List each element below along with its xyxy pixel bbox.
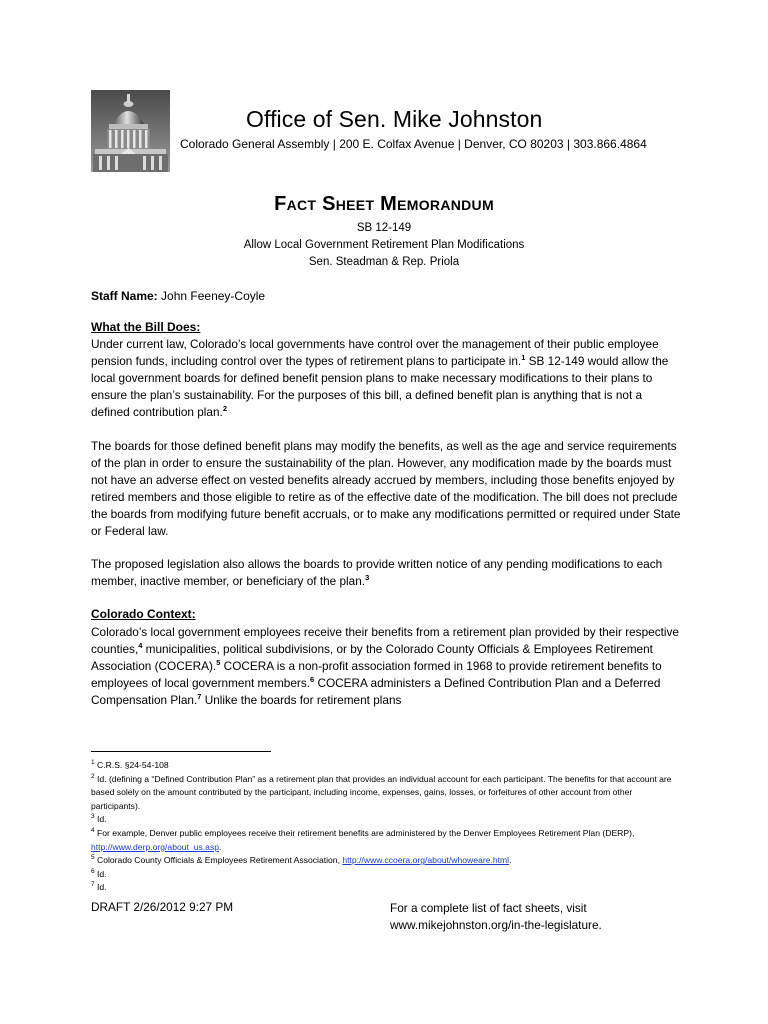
footnote-text: For example, Denver public employees receive their retirement benefits are administered by the Denver Employees Retirement Plan (DERP), — [94, 827, 635, 838]
footnote-number: 5 — [91, 854, 95, 862]
section-heading-colon: : — [196, 320, 201, 334]
staff-line — [91, 289, 265, 303]
footnote-text: C.R.S. §24-54-108 — [94, 760, 169, 770]
paragraph-board-modifications: The boards for those defined benefit plans may modify the benefits, as well as the age and service requirements of the plan in order to ensure the sustainability of the plan. However, any modification made by the boards must not have an adverse effect on vested benefits already accrued by members, including those benefits enjoyed by retired members and those eligible to retire as of the effective date of the modification. The bill does not preclude the boards from modifying future benefit accruals, or to make any modifications permitted or required under State or Federal law. — [91, 439, 681, 538]
office-address: Colorado General Assembly | 200 E. Colfax Avenue | Denver, CO 80203 | 303.866.4864 — [180, 137, 647, 151]
section-heading-colorado-context — [91, 607, 196, 621]
section-heading-colon: : — [191, 607, 196, 621]
bill-number: SB 12-149 — [356, 222, 412, 234]
footnote-ref-5[interactable]: 5 — [216, 658, 221, 668]
paragraph-bill-overview — [91, 336, 681, 421]
footnote-text: Id. — [94, 814, 107, 825]
footnote-ref-1[interactable]: 1 — [521, 353, 526, 363]
footnote-5 — [91, 854, 681, 868]
footnote-text: Colorado County Officials & Employees Retirement Association, — [94, 855, 343, 866]
staff-name: John Feeney-Coyle — [161, 289, 266, 303]
footnote-4 — [91, 827, 681, 854]
staff-label: Staff Name: — [91, 289, 158, 303]
office-title: Office of Sen. Mike Johnston — [246, 106, 543, 132]
footnote-text: Id. — [94, 868, 107, 879]
footnote-3 — [91, 813, 681, 827]
paragraph-text: Under current law, Colorado’s local governments have control over the management of their public employee pension funds, including control over the types of retirement plans to participate in. — [91, 337, 659, 368]
footnote-1 — [91, 759, 681, 773]
section-heading-text: Colorado Context — [91, 607, 192, 621]
fact-sheet-note-line: For a complete list of fact sheets, visit — [390, 901, 587, 915]
footnote-ref-7[interactable]: 7 — [197, 692, 202, 702]
paragraph-text: COCERA administers a Defined Contribution Plan and a Deferred Compensation Plan. — [91, 676, 661, 707]
section-heading-text: What the Bill Does — [91, 320, 197, 334]
footnote-number: 6 — [91, 867, 95, 875]
footnote-number: 2 — [91, 772, 95, 780]
capitol-dome-icon — [91, 90, 170, 172]
footnote-2 — [91, 773, 681, 814]
footnote-ref-6[interactable]: 6 — [310, 675, 315, 685]
ccoera-link[interactable]: http://www.ccoera.org/about/whoweare.html — [342, 855, 510, 866]
paragraph-text: municipalities, political subdivisions, or by the Colorado County Officials & Employees Retirement Association (COCERA). — [91, 642, 653, 673]
footnote-divider — [91, 751, 271, 752]
paragraph-colorado-context — [91, 624, 681, 709]
footnote-number: 1 — [91, 759, 95, 767]
fact-sheet-url[interactable]: www.mikejohnston.org/in-the-legislature. — [390, 918, 602, 932]
footnotes — [91, 759, 681, 895]
footnote-ref-2[interactable]: 2 — [222, 404, 227, 414]
paragraph-text: The proposed legislation also allows the boards to provide written notice of any pending modifications to each member, inactive member, or beneficiary of the plan. — [91, 557, 663, 588]
paragraph-text: COCERA is a non-profit association formed in 1968 to provide retirement benefits to employees of local government members. — [91, 659, 662, 690]
footnote-ref-4[interactable]: 4 — [138, 641, 143, 651]
footnote-number: 3 — [91, 813, 95, 821]
footnote-number: 4 — [91, 827, 95, 835]
derp-link[interactable]: http://www.derp.org/about_us.asp — [91, 841, 220, 852]
paragraph-written-notice — [91, 556, 681, 590]
memo-title: Fact Sheet Memorandum — [274, 193, 494, 215]
footnote-ref-3[interactable]: 3 — [365, 573, 370, 583]
paragraph-text: SB 12-149 would allow the local government boards for defined benefit pension plans to make necessary modifications to their plans to ensure the plan’s sustainability. For the purposes of this bill, a defined benefit plan is anything that is not a defined contribution plan. — [91, 354, 669, 419]
bill-title: Allow Local Government Retirement Plan Modifications — [243, 239, 525, 251]
section-heading-what-bill-does — [91, 320, 200, 334]
fact-sheet-note — [390, 900, 602, 934]
footnote-6 — [91, 868, 681, 882]
footnote-text: Id. — [94, 882, 107, 893]
draft-stamp: DRAFT 2/26/2012 9:27 PM — [91, 900, 234, 914]
footnote-number: 7 — [91, 881, 95, 889]
bill-sponsors: Sen. Steadman & Rep. Priola — [308, 256, 460, 268]
footnote-text: . — [219, 841, 222, 852]
paragraph-text: Colorado’s local government employees receive their benefits from a retirement plan provided by their respective counties, — [91, 625, 679, 656]
footnote-7 — [91, 881, 681, 895]
footnote-text: Id. (defining a “Defined Contribution Plan” as a retirement plan that provides an individual account for each participant. The benefits for that account are based solely on the amount contributed by the participant, including income, expenses, gains, losses, or forfeitures of other account from other participants). — [91, 773, 672, 811]
paragraph-text: Unlike the boards for retirement plans — [201, 693, 402, 707]
footnote-text: . — [509, 855, 512, 866]
